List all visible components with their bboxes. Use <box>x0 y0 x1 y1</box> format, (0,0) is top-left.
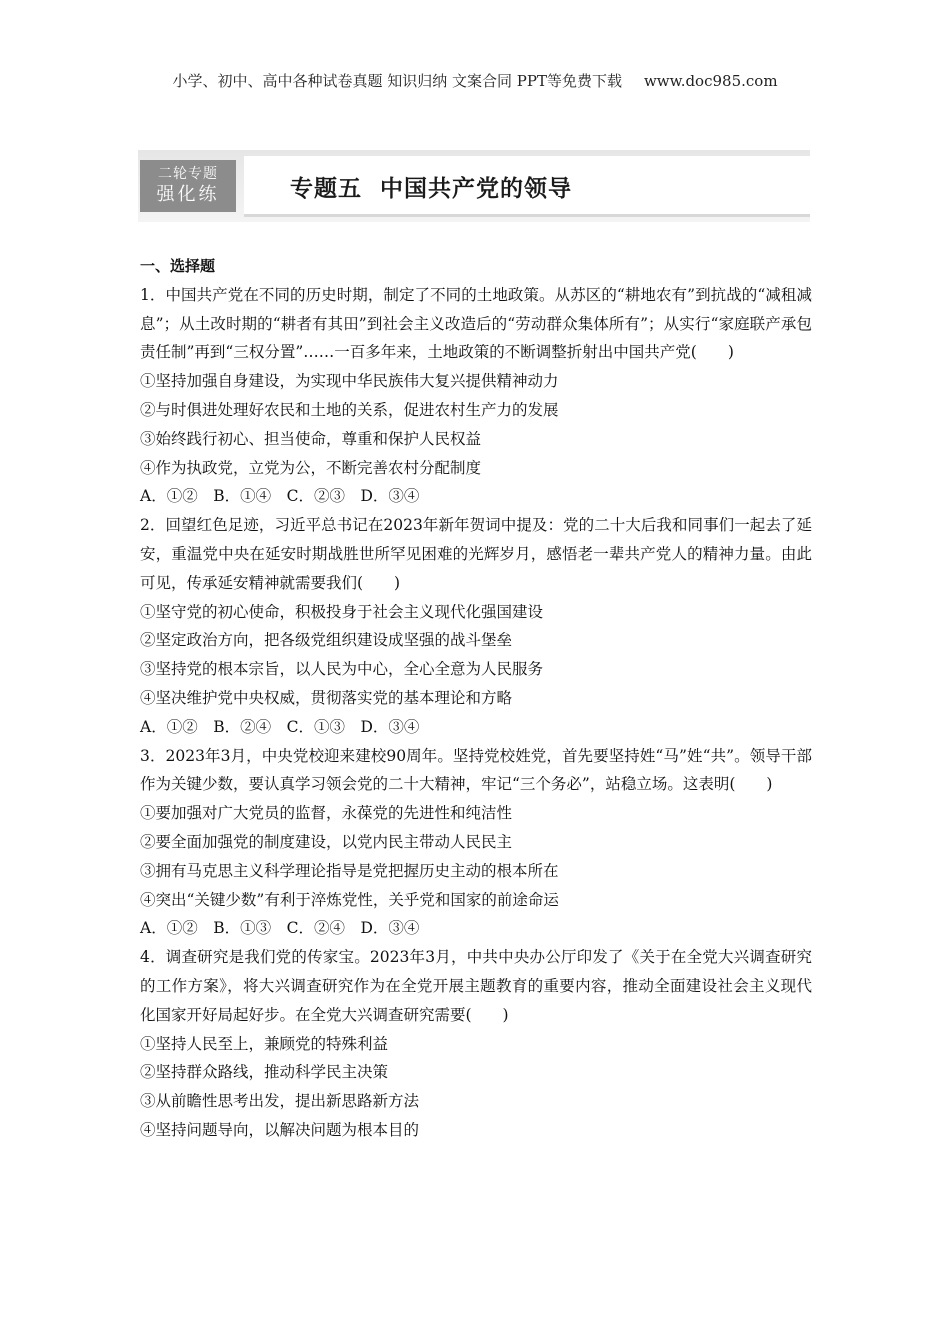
question-2 <box>140 511 812 741</box>
question-stem: 4．调查研究是我们党的传家宝。2023年3月，中共中央办公厅印发了《关于在全党大兴调查研究的工作方案》，将大兴调查研究作为在全党开展主题教育的重要内容，推动全面建设社会主义现代化国家开好局起好步。在全党大兴调查研究需要( ) <box>140 948 812 1024</box>
option-2: ②与时俱进处理好农民和土地的关系，促进农村生产力的发展 <box>140 400 559 419</box>
section-heading: 一、选择题 <box>140 257 216 275</box>
option-1: ①坚守党的初心使命，积极投身于社会主义现代化强国建设 <box>140 602 544 621</box>
option-2: ②坚持群众路线，推动科学民主决策 <box>140 1063 389 1082</box>
page-header <box>0 70 950 91</box>
banner-tag-line2: 强化练 <box>156 184 220 205</box>
option-4: ④坚决维护党中央权威，贯彻落实党的基本理论和方略 <box>140 688 513 707</box>
option-3: ③始终践行初心、担当使命，尊重和保护人民权益 <box>140 429 482 448</box>
question-3 <box>140 742 812 944</box>
question-stem: 3．2023年3月，中央党校迎来建校90周年。坚持党校姓党，首先要坚持姓“马”姓“共”。领导干部作为关键少数，要认真学习领会党的二十大精神，牢记“三个务必”，站稳立场。这表明( ) <box>140 746 812 794</box>
option-4: ④突出“关键少数”有利于淬炼党性，关乎党和国家的前途命运 <box>140 890 559 909</box>
topic-banner <box>138 150 810 222</box>
answer-choices: A．①② B．②④ C．①③ D．③④ <box>140 717 420 736</box>
option-1: ①坚持加强自身建设，为实现中华民族伟大复兴提供精神动力 <box>140 372 559 391</box>
question-stem: 1．中国共产党在不同的历史时期，制定了不同的土地政策。从苏区的“耕地农有”到抗战的“减租减息”；从土改时期的“耕者有其田”到社会主义改造后的“劳动群众集体所有”；从实行“家庭联产承包责任制”再到“三权分置”……一百多年来，土地政策的不断调整折射出中国共产党( ) <box>140 285 812 362</box>
option-3: ③坚持党的根本宗旨，以人民为中心，全心全意为人民服务 <box>140 660 544 679</box>
question-stem: 2．回望红色足迹，习近平总书记在2023年新年贺词中提及：党的二十大后我和同事们一起去了延安，重温党中央在延安时期战胜世所罕见困难的光辉岁月，感悟老一辈共产党人的精神力量。由此可见，传承延安精神就需要我们( ) <box>140 516 812 592</box>
option-2: ②要全面加强党的制度建设，以党内民主带动人民民主 <box>140 832 513 851</box>
question-1 <box>140 281 812 511</box>
option-4: ④作为执政党，立党为公，不断完善农村分配制度 <box>140 458 482 477</box>
banner-tag-line1: 二轮专题 <box>158 166 218 182</box>
header-site-link[interactable]: www.doc985.com <box>643 72 778 90</box>
option-4: ④坚持问题导向，以解决问题为根本目的 <box>140 1120 420 1139</box>
document-body <box>140 252 812 1145</box>
answer-choices: A．①② B．①③ C．②④ D．③④ <box>140 919 420 938</box>
answer-choices: A．①② B．①④ C．②③ D．③④ <box>140 487 420 506</box>
option-3: ③拥有马克思主义科学理论指导是党把握历史主动的根本所在 <box>140 861 559 880</box>
option-1: ①坚持人民至上，兼顾党的特殊利益 <box>140 1034 389 1053</box>
banner-title: 专题五 中国共产党的领导 <box>290 176 573 202</box>
banner-tag <box>140 160 236 212</box>
option-3: ③从前瞻性思考出发，提出新思路新方法 <box>140 1092 420 1111</box>
option-1: ①要加强对广大党员的监督，永葆党的先进性和纯洁性 <box>140 804 513 823</box>
banner-title-box <box>244 156 810 217</box>
question-4 <box>140 943 812 1145</box>
option-2: ②坚定政治方向，把各级党组织建设成坚强的战斗堡垒 <box>140 631 513 650</box>
header-text: 小学、初中、高中各种试卷真题 知识归纳 文案合同 PPT等免费下载 <box>172 72 622 90</box>
